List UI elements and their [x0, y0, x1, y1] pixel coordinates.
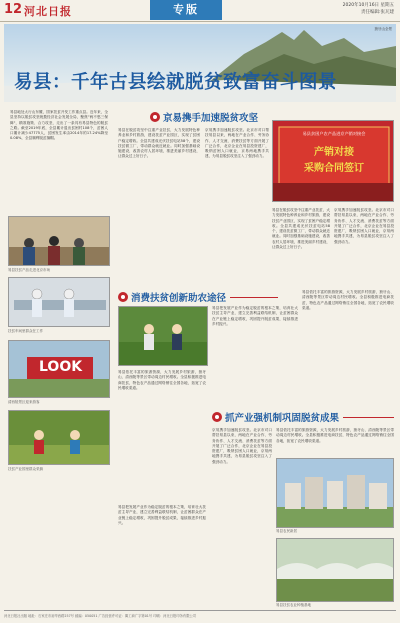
sub-heading-1: [150, 110, 260, 124]
article-column-7: 易县依托丰富的旅游资源，大力发展乡村旅游，狼牙山、清西陵等景区带动周边村民增收。全县积极推进电商扶贫，特色农产品通过网络销往全国各地，拓宽了农民增收渠道。: [302, 290, 394, 310]
sub-heading-1-text: 京易携手加速脱贫攻坚: [163, 113, 259, 124]
date-line: [284, 2, 394, 16]
masthead: [0, 0, 400, 22]
photo-harvest: [8, 410, 110, 465]
photo-caption-6: 易县扶贫农业种植基地: [276, 603, 311, 607]
article-column-2: 易县在脱贫攻坚中注重产业扶贫，大力发展特色种养业和乡村旅游，建设扶贫产业园区，实现了贫困户稳定增收。全县共建成光伏扶贫电站58个，建设扶贫微工厂，带动群众就近就业。同时加强基础设施建设，改善农村人居环境，推进美丽乡村建设，让群众过上好日子。: [118, 128, 200, 159]
footer: 河北日报社出版 地址：石家庄市裕华西路257号 邮编：050051 广告经营许可证：冀工商广字第01号 印刷：河北日报印务有限公司: [4, 610, 396, 618]
sub-heading-rule: [230, 297, 278, 298]
page-number: 12: [4, 2, 23, 17]
photo-beijing-market: [8, 216, 110, 266]
paper-name: 河北日报: [24, 5, 72, 18]
article-column-10: 易县依托丰富的旅游资源，大力发展乡村旅游，狼牙山、清西陵等景区带动周边村民增收。全县积极推进电商扶贫，特色农产品通过网络销往全国各地，拓宽了农民增收渠道。: [276, 428, 394, 443]
banner-caption: 狼牙山全景: [374, 27, 392, 31]
photo-caption-4: 扶贫产业园里群众采摘: [8, 467, 43, 471]
article-column-9: 京易携手加速脱贫攻坚。北京市对口帮扶易县以来，两地在产业合作、劳务协作、人才交流、消费扶贫等方面开展了广泛合作，北京企业在易县投资建厂，吸纳贫困人口就业，京易两地携手共建，为易县脱贫攻坚注入了强劲动力。: [212, 428, 272, 464]
poster-top-line: 易县贫困户农产品进京产销对接会: [302, 131, 366, 136]
issue-date: 2020年10月16日 星期五: [342, 3, 394, 8]
photo-caption-3: 清西陵景区迎来游客: [8, 400, 40, 404]
headline: 易县：千年古县绘就脱贫致富奋斗图景: [14, 72, 338, 93]
article-column-4b: 京易携手加速脱贫攻坚。北京市对口帮扶易县以来，两地在产业合作、劳务协作、人才交流、消费扶贫等方面开展了广泛合作，北京企业在易县投资建厂，吸纳贫困人口就业，京易两地携手共建，为易县脱贫攻坚注入了强劲动力。: [334, 208, 394, 244]
photo-greenhouse: [276, 538, 394, 602]
photo-scenic-look: [8, 340, 110, 398]
sub-heading-3-text: 抓产业强机制巩固脱贫成果: [225, 413, 340, 424]
section-tab: 专版: [150, 0, 222, 20]
bullet-mark: [150, 112, 160, 122]
poster-bottom-line: 采购合同签订: [304, 163, 364, 174]
article-column-3: 京易携手加速脱贫攻坚。北京市对口帮扶易县以来，两地在产业合作、劳务协作、人才交流、消费扶贫等方面开展了广泛合作，北京企业在易县投资建厂，吸纳贫困人口就业，京易两地携手共建，为易县脱贫攻坚注入了强劲动力。: [205, 128, 269, 159]
photo-caption-5: 易县农民新居: [276, 529, 297, 533]
bullet-mark: [118, 292, 128, 302]
photo-village-housing: [276, 458, 394, 528]
article-column-4: 易县在脱贫攻坚中注重产业扶贫，大力发展特色种养业和乡村旅游，建设扶贫产业园区，实现了贫困户稳定增收。全县共建成光伏扶贫电站58个，建设扶贫微工厂，带动群众就近就业。同时加强基础设施建设，改善农村人居环境，推进美丽乡村建设，让群众过上好日子。: [272, 208, 330, 250]
photo-workshop: [8, 277, 110, 327]
sub-heading-2: [118, 290, 278, 304]
poster-middle-line: 产销对接: [314, 147, 354, 158]
bullet-mark: [212, 412, 222, 422]
photo-caption-2: 扶贫车间里群众在工作: [8, 329, 43, 333]
article-column-6: 易县把发展产业作为稳定脱贫的根本之策，培育壮大扶贫主导产业，建立完善利益联结机制，让贫困群众在产业链上稳定增收，巩固提升脱贫成果，接续推进乡村振兴。: [212, 306, 298, 326]
lead-paragraph: 易县地处太行山东麓，国家扶贫开发工作重点县。近年来，全县坚持以脱贫攻坚统揽经济社会发展全局，聚焦"两不愁三保障"，精准施策、合力攻坚，走出了一条具有易县特色的脱贫之路。截至2019年底，全县累计退出贫困村108个，贫困人口累计减少47775人，贫困发生率由2014年的17.24%降至0.08%，全县顺利脱贫摘帽。: [10, 110, 108, 141]
article-column-5: 易县依托丰富的旅游资源，大力发展乡村旅游，狼牙山、清西陵等景区带动周边村民增收。全县积极推进电商扶贫，特色农产品通过网络销往全国各地，拓宽了农民增收渠道。: [118, 370, 206, 390]
sub-heading-2-text: 消费扶贫创新助农途径: [131, 293, 227, 304]
look-sign: LOOK: [39, 359, 83, 375]
photo-caption-1: 易县扶贫产品走进北京市场: [8, 268, 50, 272]
photo-signing-poster: [272, 120, 394, 202]
editor-line: 责任编辑:张瓦建: [360, 10, 394, 15]
photo-field-visit: [118, 306, 208, 366]
article-column-8: 易县把发展产业作为稳定脱贫的根本之策，培育壮大扶贫主导产业，建立完善利益联结机制，让贫困群众在产业链上稳定增收，巩固提升脱贫成果，接续推进乡村振兴。: [118, 505, 206, 525]
sub-heading-3: [212, 410, 394, 424]
sub-heading-rule: [343, 417, 394, 418]
